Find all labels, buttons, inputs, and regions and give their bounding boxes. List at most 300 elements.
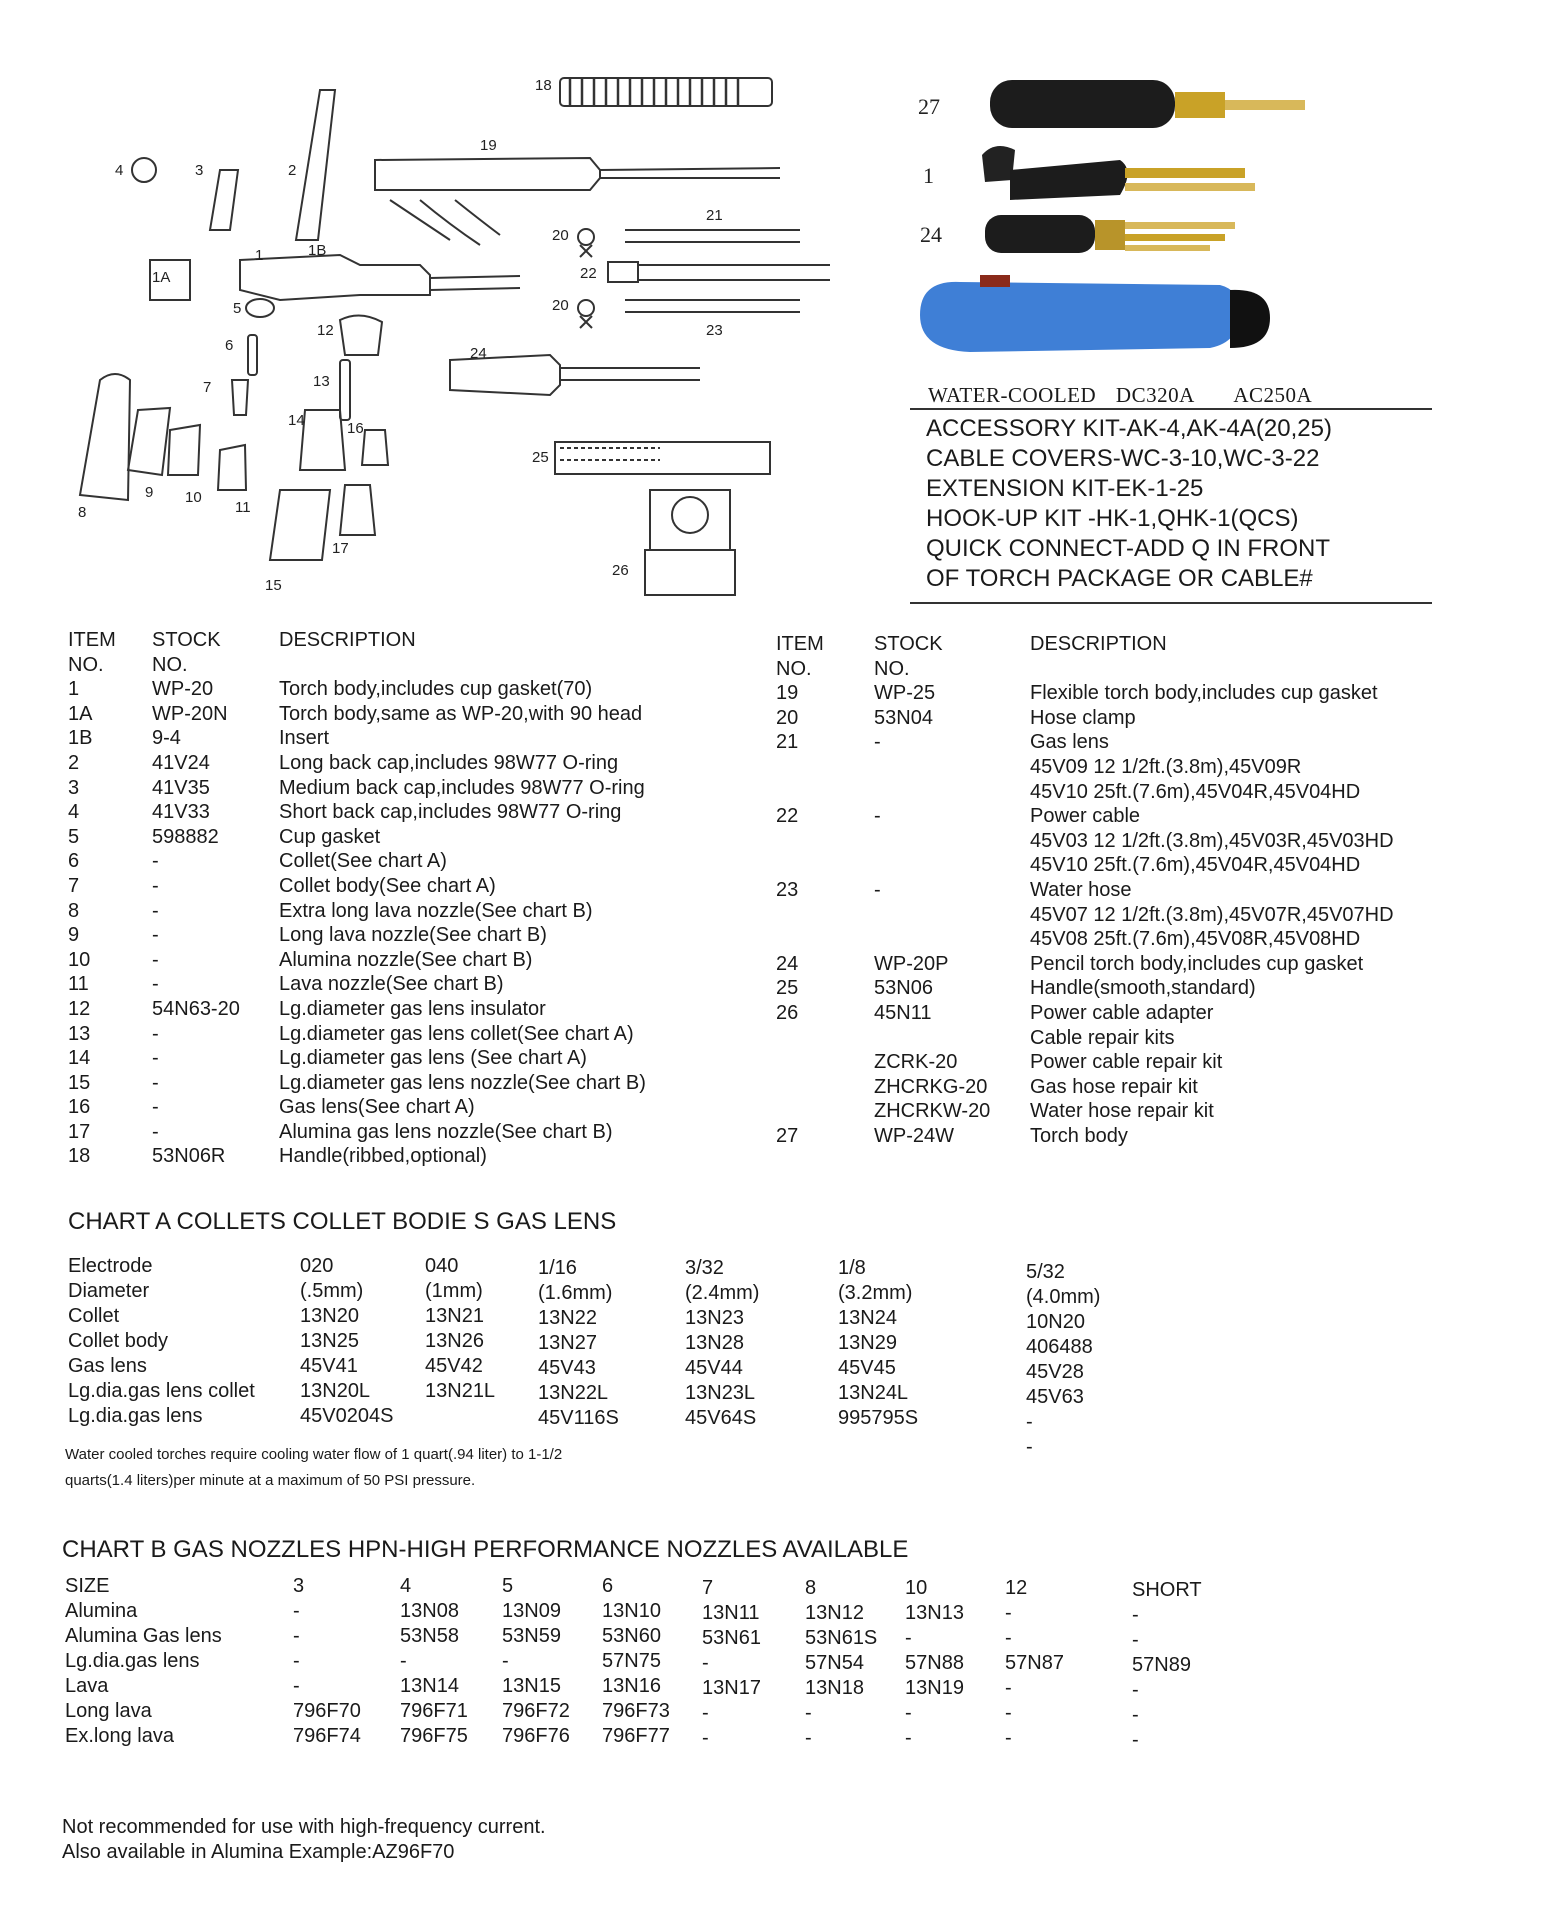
stock-no: - <box>152 1022 159 1045</box>
chart-b-cell: - <box>293 1675 300 1697</box>
part-18-ribbed-handle <box>560 78 772 106</box>
chart-b-cell: - <box>1005 1727 1012 1749</box>
stock-no: - <box>152 948 159 971</box>
callout-label: 4 <box>115 162 124 179</box>
description: Medium back cap,includes 98W77 O-ring <box>279 776 645 799</box>
chart-a-row-label: Diameter <box>68 1280 150 1302</box>
part-13-gas-lens-collet <box>340 360 350 420</box>
parts-row <box>68 1022 646 1047</box>
parts-row <box>776 730 1394 755</box>
stock-no: - <box>152 1120 159 1143</box>
stock-no: ZHCRKW-20 <box>874 1100 991 1123</box>
description: Handle(ribbed,optional) <box>279 1145 487 1168</box>
model-header <box>928 383 1312 408</box>
description: Power cable <box>1030 805 1141 828</box>
chart-b-cell: 13N09 <box>502 1600 561 1622</box>
callout-label: 1B <box>308 242 327 259</box>
callout-label: 10 <box>185 489 202 506</box>
chart-a-cell: 1/8 <box>838 1257 866 1279</box>
parts-row <box>776 706 1394 731</box>
stock-no: WP-24W <box>874 1124 954 1147</box>
chart-b-cell: 796F70 <box>293 1700 361 1722</box>
parts-row <box>776 903 1394 928</box>
parts-row <box>776 1050 1394 1075</box>
chart-b-cell: 4 <box>400 1575 412 1597</box>
chart-b-cell: 13N11 <box>702 1602 760 1624</box>
item-no: 17 <box>68 1120 91 1143</box>
chart-b-cell: 10 <box>905 1577 928 1599</box>
description: Hose clamp <box>1030 706 1136 729</box>
parts-row <box>68 948 646 973</box>
part-1-torch-body <box>150 255 520 300</box>
description: 45V09 12 1/2ft.(3.8m),45V09R <box>1030 755 1302 778</box>
chart-b-cell: 13N14 <box>400 1675 459 1697</box>
kit-line: ACCESSORY KIT-AK-4,AK-4A(20,25) <box>926 415 1332 442</box>
item-no: 7 <box>68 874 80 897</box>
parts-row <box>776 755 1394 780</box>
parts-row <box>68 997 646 1022</box>
kit-line: QUICK CONNECT-ADD Q IN FRONT <box>926 535 1331 562</box>
callout-label: 3 <box>195 162 204 179</box>
description: Lg.diameter gas lens nozzle(See chart B) <box>279 1071 646 1094</box>
item-no: 14 <box>68 1047 91 1070</box>
description: Flexible torch body,includes cup gasket <box>1030 682 1378 705</box>
chart-b-cell: 8 <box>805 1577 817 1599</box>
stock-no <box>874 829 1030 854</box>
part-21-gas-hose <box>625 230 800 242</box>
item-no <box>776 927 874 952</box>
callout-label: 1A <box>152 269 171 286</box>
chart-b-cell: - <box>293 1650 300 1672</box>
chart-b-cell: 13N12 <box>805 1602 864 1624</box>
header-item: ITEM NO. <box>68 629 116 676</box>
description: Torch body,includes cup gasket(70) <box>279 678 593 701</box>
parts-row <box>776 1001 1394 1026</box>
chart-a-cell: 13N29 <box>838 1332 897 1354</box>
callout-label: 13 <box>313 373 330 390</box>
callout-label: 7 <box>203 379 212 396</box>
stock-no <box>874 853 1030 878</box>
chart-b-cell: - <box>400 1650 407 1672</box>
description: Alumina gas lens nozzle(See chart B) <box>279 1120 613 1143</box>
photo-24-pencil-torch <box>985 215 1235 253</box>
stock-no: - <box>874 878 881 901</box>
stock-no: - <box>152 1047 159 1070</box>
model-dc: DC320A <box>1115 383 1194 407</box>
stock-no <box>874 780 1030 805</box>
stock-no: - <box>152 850 159 873</box>
parts-row <box>776 853 1394 878</box>
chart-a-cell: - <box>1026 1411 1033 1433</box>
stock-no <box>874 1026 1030 1051</box>
chart-a-cell: 995795S <box>838 1407 919 1429</box>
chart-b-row-label: Ex.long lava <box>65 1725 174 1747</box>
parts-row <box>68 923 646 948</box>
item-no: 22 <box>776 805 799 828</box>
parts-row <box>68 800 646 825</box>
chart-b-cell: 53N61 <box>702 1627 761 1649</box>
chart-a-cell: 5/32 <box>1026 1261 1065 1283</box>
chart-a-cell: (1mm) <box>425 1280 483 1302</box>
chart-a-cell: 45V43 <box>538 1357 596 1379</box>
stock-no: - <box>152 899 159 922</box>
part-22-power-cable <box>608 262 830 282</box>
chart-b-cell: - <box>702 1652 709 1674</box>
parts-row <box>68 1095 646 1120</box>
model-ac: AC250A <box>1233 383 1313 407</box>
chart-b-cell: - <box>1132 1629 1139 1651</box>
chart-b-row-label: Lg.dia.gas lens <box>65 1650 200 1672</box>
chart-b-row-label: SIZE <box>65 1575 110 1597</box>
item-no: 23 <box>776 878 799 901</box>
parts-row <box>776 878 1394 903</box>
chart-a-cell: 13N24 <box>838 1307 897 1329</box>
footer-notes <box>62 1815 546 1865</box>
callout-label: 24 <box>470 345 487 362</box>
callout-label: 8 <box>78 504 87 521</box>
chart-a-cell: 13N22 <box>538 1307 597 1329</box>
part-10-alumina-nozzle <box>168 425 200 475</box>
part-8-extra-long-lava-nozzle <box>80 374 130 500</box>
chart-b-cell: - <box>1132 1704 1139 1726</box>
header-stock: STOCK NO. <box>874 633 943 680</box>
chart-b-row-label: Long lava <box>65 1700 152 1722</box>
chart-b-cell: - <box>1005 1677 1012 1699</box>
chart-b-cell: 7 <box>702 1577 714 1599</box>
stock-no <box>874 755 1030 780</box>
callout-label: 21 <box>706 207 723 224</box>
item-no: 9 <box>68 924 80 947</box>
item-no: 2 <box>68 751 80 774</box>
item-no: 13 <box>68 1022 91 1045</box>
part-7-collet-body <box>232 380 248 415</box>
chart-b-cell: - <box>1132 1679 1139 1701</box>
item-no <box>776 853 874 878</box>
stock-no: 53N04 <box>874 706 933 729</box>
stock-no: 53N06R <box>152 1145 226 1168</box>
callout-label: 2 <box>288 162 297 179</box>
callout-label: 15 <box>265 577 282 594</box>
item-no <box>776 755 874 780</box>
item-no: 8 <box>68 899 80 922</box>
chart-a-cell: 10N20 <box>1026 1311 1085 1333</box>
exploded-parts-diagram <box>60 50 860 610</box>
part-15-lg-gas-lens-nozzle <box>270 490 330 560</box>
chart-b-cell: 13N10 <box>602 1600 661 1622</box>
chart-b-cell: - <box>805 1727 812 1749</box>
chart-b-cell: 796F71 <box>400 1700 468 1722</box>
item-no: 26 <box>776 1001 799 1024</box>
part-26-power-cable-adapter <box>645 490 735 595</box>
parts-row <box>68 751 646 776</box>
stock-no: WP-20 <box>152 678 214 701</box>
kit-list <box>926 414 1332 594</box>
chart-b-cell: - <box>905 1627 912 1649</box>
chart-a-cell: 45V28 <box>1026 1361 1084 1383</box>
chart-b-cell: - <box>905 1727 912 1749</box>
chart-b-cell: - <box>905 1702 912 1724</box>
photo-blue-handle <box>920 275 1270 352</box>
chart-a-cell: 13N23L <box>685 1382 756 1404</box>
footer-line: Not recommended for use with high-frequency current. <box>62 1816 546 1838</box>
chart-b-cell: 57N89 <box>1132 1654 1191 1676</box>
stock-no: 41V24 <box>152 751 210 774</box>
parts-row <box>68 1071 646 1096</box>
stock-no: - <box>874 731 881 754</box>
parts-table-header <box>776 632 1394 681</box>
item-no <box>776 1050 874 1075</box>
chart-b-cell: - <box>702 1702 709 1724</box>
chart-b-cell: 57N54 <box>805 1652 864 1674</box>
parts-table-right <box>776 632 1394 1148</box>
callout-label: 12 <box>317 322 334 339</box>
header-item: ITEM NO. <box>776 633 824 680</box>
chart-b-cell: - <box>1132 1604 1139 1626</box>
chart-b-cell: 796F76 <box>502 1725 570 1747</box>
stock-no: 598882 <box>152 825 219 848</box>
chart-a-cell: - <box>1026 1436 1033 1458</box>
item-no: 11 <box>68 973 89 996</box>
item-no: 27 <box>776 1124 799 1147</box>
description: Short back cap,includes 98W77 O-ring <box>279 801 622 824</box>
callout-label: 20 <box>552 297 569 314</box>
chart-b-cell: 13N19 <box>905 1677 964 1699</box>
chart-a-cell: 13N20L <box>300 1380 371 1402</box>
description: Gas hose repair kit <box>1030 1075 1198 1098</box>
chart-a-note <box>65 1442 562 1494</box>
chart-a-cell: 13N22L <box>538 1382 609 1404</box>
chart-a-cell: 13N25 <box>300 1330 359 1352</box>
part-11-lava-nozzle <box>218 445 246 490</box>
item-no <box>776 829 874 854</box>
parts-row <box>776 1099 1394 1124</box>
chart-a-cell: 13N26 <box>425 1330 484 1352</box>
chart-b-cell: - <box>502 1650 509 1672</box>
part-9-long-lava-nozzle <box>128 408 170 475</box>
item-no: 1 <box>68 678 80 701</box>
item-no: 20 <box>776 706 799 729</box>
part-23-water-hose <box>625 300 800 312</box>
callout-label: 18 <box>535 77 552 94</box>
chart-a-cell: (.5mm) <box>300 1280 364 1302</box>
stock-no: WP-20P <box>874 952 949 975</box>
chart-a-cell: 13N21L <box>425 1380 496 1402</box>
description: Lg.diameter gas lens (See chart A) <box>279 1047 587 1070</box>
stock-no: - <box>152 874 159 897</box>
item-no: 19 <box>776 682 799 705</box>
chart-b-cell: 796F77 <box>602 1725 670 1747</box>
chart-b-cell: 57N75 <box>602 1650 661 1672</box>
chart-b-cell: - <box>293 1600 300 1622</box>
chart-a-cell: 406488 <box>1026 1336 1093 1358</box>
chart-b-cell: 5 <box>502 1575 514 1597</box>
parts-row <box>776 829 1394 854</box>
chart-a-cell: (3.2mm) <box>838 1282 913 1304</box>
chart-a-cell: 45V116S <box>538 1407 619 1429</box>
item-no: 3 <box>68 776 80 799</box>
part-16-gas-lens <box>362 430 388 465</box>
parts-row <box>776 1075 1394 1100</box>
item-no: 10 <box>68 948 91 971</box>
item-no <box>776 780 874 805</box>
parts-row <box>68 825 646 850</box>
parts-row <box>68 1120 646 1145</box>
chart-b-cell: 53N59 <box>502 1625 561 1647</box>
parts-row <box>776 804 1394 829</box>
description: Lg.diameter gas lens insulator <box>279 997 546 1020</box>
stock-no: 45N11 <box>874 1001 932 1024</box>
description: Torch body,same as WP-20,with 90 head <box>279 702 643 725</box>
parts-row <box>68 899 646 924</box>
callout-label: 22 <box>580 265 597 282</box>
chart-b-cell: - <box>293 1625 300 1647</box>
stock-no: 53N06 <box>874 977 933 1000</box>
chart-a-cell: 13N21 <box>425 1305 484 1327</box>
description: Torch body <box>1030 1124 1128 1147</box>
callout-label: 20 <box>552 227 569 244</box>
note-line: Water cooled torches require cooling water flow of 1 quart(.94 liter) to 1-1/2 <box>65 1446 563 1463</box>
chart-b-cell: 57N88 <box>905 1652 964 1674</box>
stock-no: - <box>152 973 159 996</box>
chart-a-row-label: Collet <box>68 1305 120 1327</box>
chart-b-cell: 796F73 <box>602 1700 670 1722</box>
header-description: DESCRIPTION <box>279 629 416 651</box>
description: Alumina nozzle(See chart B) <box>279 948 533 971</box>
chart-b-cell: 796F75 <box>400 1725 468 1747</box>
stock-no: ZCRK-20 <box>874 1051 958 1074</box>
chart-a-cell: 13N23 <box>685 1307 744 1329</box>
chart-b-cell: 6 <box>602 1575 614 1597</box>
description: 45V07 12 1/2ft.(3.8m),45V07R,45V07HD <box>1030 903 1394 926</box>
stock-no: WP-20N <box>152 702 228 725</box>
chart-a-cell: 13N28 <box>685 1332 744 1354</box>
photo-label-27: 27 <box>918 94 940 119</box>
chart-a-cell: (2.4mm) <box>685 1282 760 1304</box>
stock-no: 9-4 <box>152 727 181 750</box>
chart-a-cell: 45V64S <box>685 1407 757 1429</box>
callout-label: 16 <box>347 420 364 437</box>
description: Insert <box>279 727 330 750</box>
chart-b-cell: 13N17 <box>702 1677 761 1699</box>
model-title: WATER-COOLED <box>928 383 1097 407</box>
photo-label-1: 1 <box>923 163 934 188</box>
stock-no: 54N63-20 <box>152 997 240 1020</box>
chart-b-cell: 796F74 <box>293 1725 361 1747</box>
part-4-short-back-cap <box>132 158 156 182</box>
photo-27-torch-body <box>990 80 1305 128</box>
chart-a-cell: 45V0204S <box>300 1405 394 1427</box>
part-2-long-back-cap <box>296 90 335 240</box>
photo-1-torch <box>982 146 1255 200</box>
chart-b-cell: - <box>1005 1702 1012 1724</box>
description: Gas lens <box>1030 731 1109 754</box>
item-no: 25 <box>776 977 799 1000</box>
callout-label: 23 <box>706 322 723 339</box>
part-12-gas-lens-insulator <box>340 315 382 355</box>
part-24-pencil-torch <box>450 355 700 395</box>
description: Collet(See chart A) <box>279 850 447 873</box>
header-rule-bottom <box>910 602 1432 604</box>
callout-label: 19 <box>480 137 497 154</box>
chart-b-cell: 53N58 <box>400 1625 459 1647</box>
description: Lg.diameter gas lens collet(See chart A) <box>279 1022 634 1045</box>
description: Water hose repair kit <box>1030 1100 1214 1123</box>
parts-row <box>776 952 1394 977</box>
chart-a-cell: 45V63 <box>1026 1386 1084 1408</box>
callout-label: 1 <box>255 247 264 264</box>
description: Gas lens(See chart A) <box>279 1096 475 1119</box>
chart-a-cell: (4.0mm) <box>1026 1286 1101 1308</box>
item-no <box>776 1026 874 1051</box>
item-no <box>776 903 874 928</box>
parts-row <box>68 776 646 801</box>
callout-label: 14 <box>288 412 305 429</box>
parts-row <box>776 1026 1394 1051</box>
chart-b-cell: - <box>1005 1602 1012 1624</box>
chart-a-cell: 1/16 <box>538 1257 577 1279</box>
item-no: 21 <box>776 731 799 754</box>
parts-row <box>68 874 646 899</box>
parts-row <box>776 976 1394 1001</box>
item-no: 4 <box>68 801 80 824</box>
stock-no: - <box>152 1096 159 1119</box>
chart-a-cell: 45V44 <box>685 1357 743 1379</box>
torch-photos <box>900 50 1400 390</box>
callout-label: 25 <box>532 449 549 466</box>
chart-b-title: CHART B GAS NOZZLES HPN-HIGH PERFORMANCE NOZZLES AVAILABLE <box>62 1536 909 1563</box>
chart-a-cell: (1.6mm) <box>538 1282 613 1304</box>
description: Power cable repair kit <box>1030 1051 1223 1074</box>
chart-b-cell: - <box>1005 1627 1012 1649</box>
callout-label: 5 <box>233 300 242 317</box>
item-no: 5 <box>68 825 80 848</box>
chart-a-cell: 45V41 <box>300 1355 358 1377</box>
item-no: 1A <box>68 702 93 725</box>
chart-b-row-label: Alumina Gas lens <box>65 1625 222 1647</box>
description: Handle(smooth,standard) <box>1030 977 1256 1000</box>
parts-table-right-body <box>776 681 1394 1148</box>
part-25-smooth-handle <box>555 442 770 474</box>
item-no: 1B <box>68 727 93 750</box>
parts-table-left-body <box>68 677 646 1169</box>
chart-b-cell: 12 <box>1005 1577 1028 1599</box>
chart-b-cell: 13N13 <box>905 1602 964 1624</box>
chart-b-row-label: Lava <box>65 1675 109 1697</box>
item-no: 15 <box>68 1071 91 1094</box>
parts-table-header <box>68 628 646 677</box>
chart-b-cell: 796F72 <box>502 1700 570 1722</box>
item-no: 16 <box>68 1096 91 1119</box>
chart-a-row-label: Lg.dia.gas lens collet <box>68 1380 255 1402</box>
description: Cable repair kits <box>1030 1026 1175 1049</box>
footer-line: Also available in Alumina Example:AZ96F70 <box>62 1841 455 1863</box>
item-no: 6 <box>68 850 80 873</box>
description: Power cable adapter <box>1030 1001 1214 1024</box>
callout-label: 6 <box>225 337 234 354</box>
chart-b-cell: SHORT <box>1132 1579 1202 1601</box>
description: Lava nozzle(See chart B) <box>279 973 504 996</box>
description: 45V10 25ft.(7.6m),45V04R,45V04HD <box>1030 854 1361 877</box>
parts-row <box>68 702 646 727</box>
parts-row <box>68 726 646 751</box>
chart-a-cell: 45V45 <box>838 1357 896 1379</box>
part-14-gas-lens <box>300 410 345 470</box>
item-no: 24 <box>776 952 799 975</box>
chart-a-title: CHART A COLLETS COLLET BODIE S GAS LENS <box>68 1208 617 1235</box>
callout-label: 9 <box>145 484 154 501</box>
header-description: DESCRIPTION <box>1030 633 1167 655</box>
description: 45V10 25ft.(7.6m),45V04R,45V04HD <box>1030 780 1361 803</box>
